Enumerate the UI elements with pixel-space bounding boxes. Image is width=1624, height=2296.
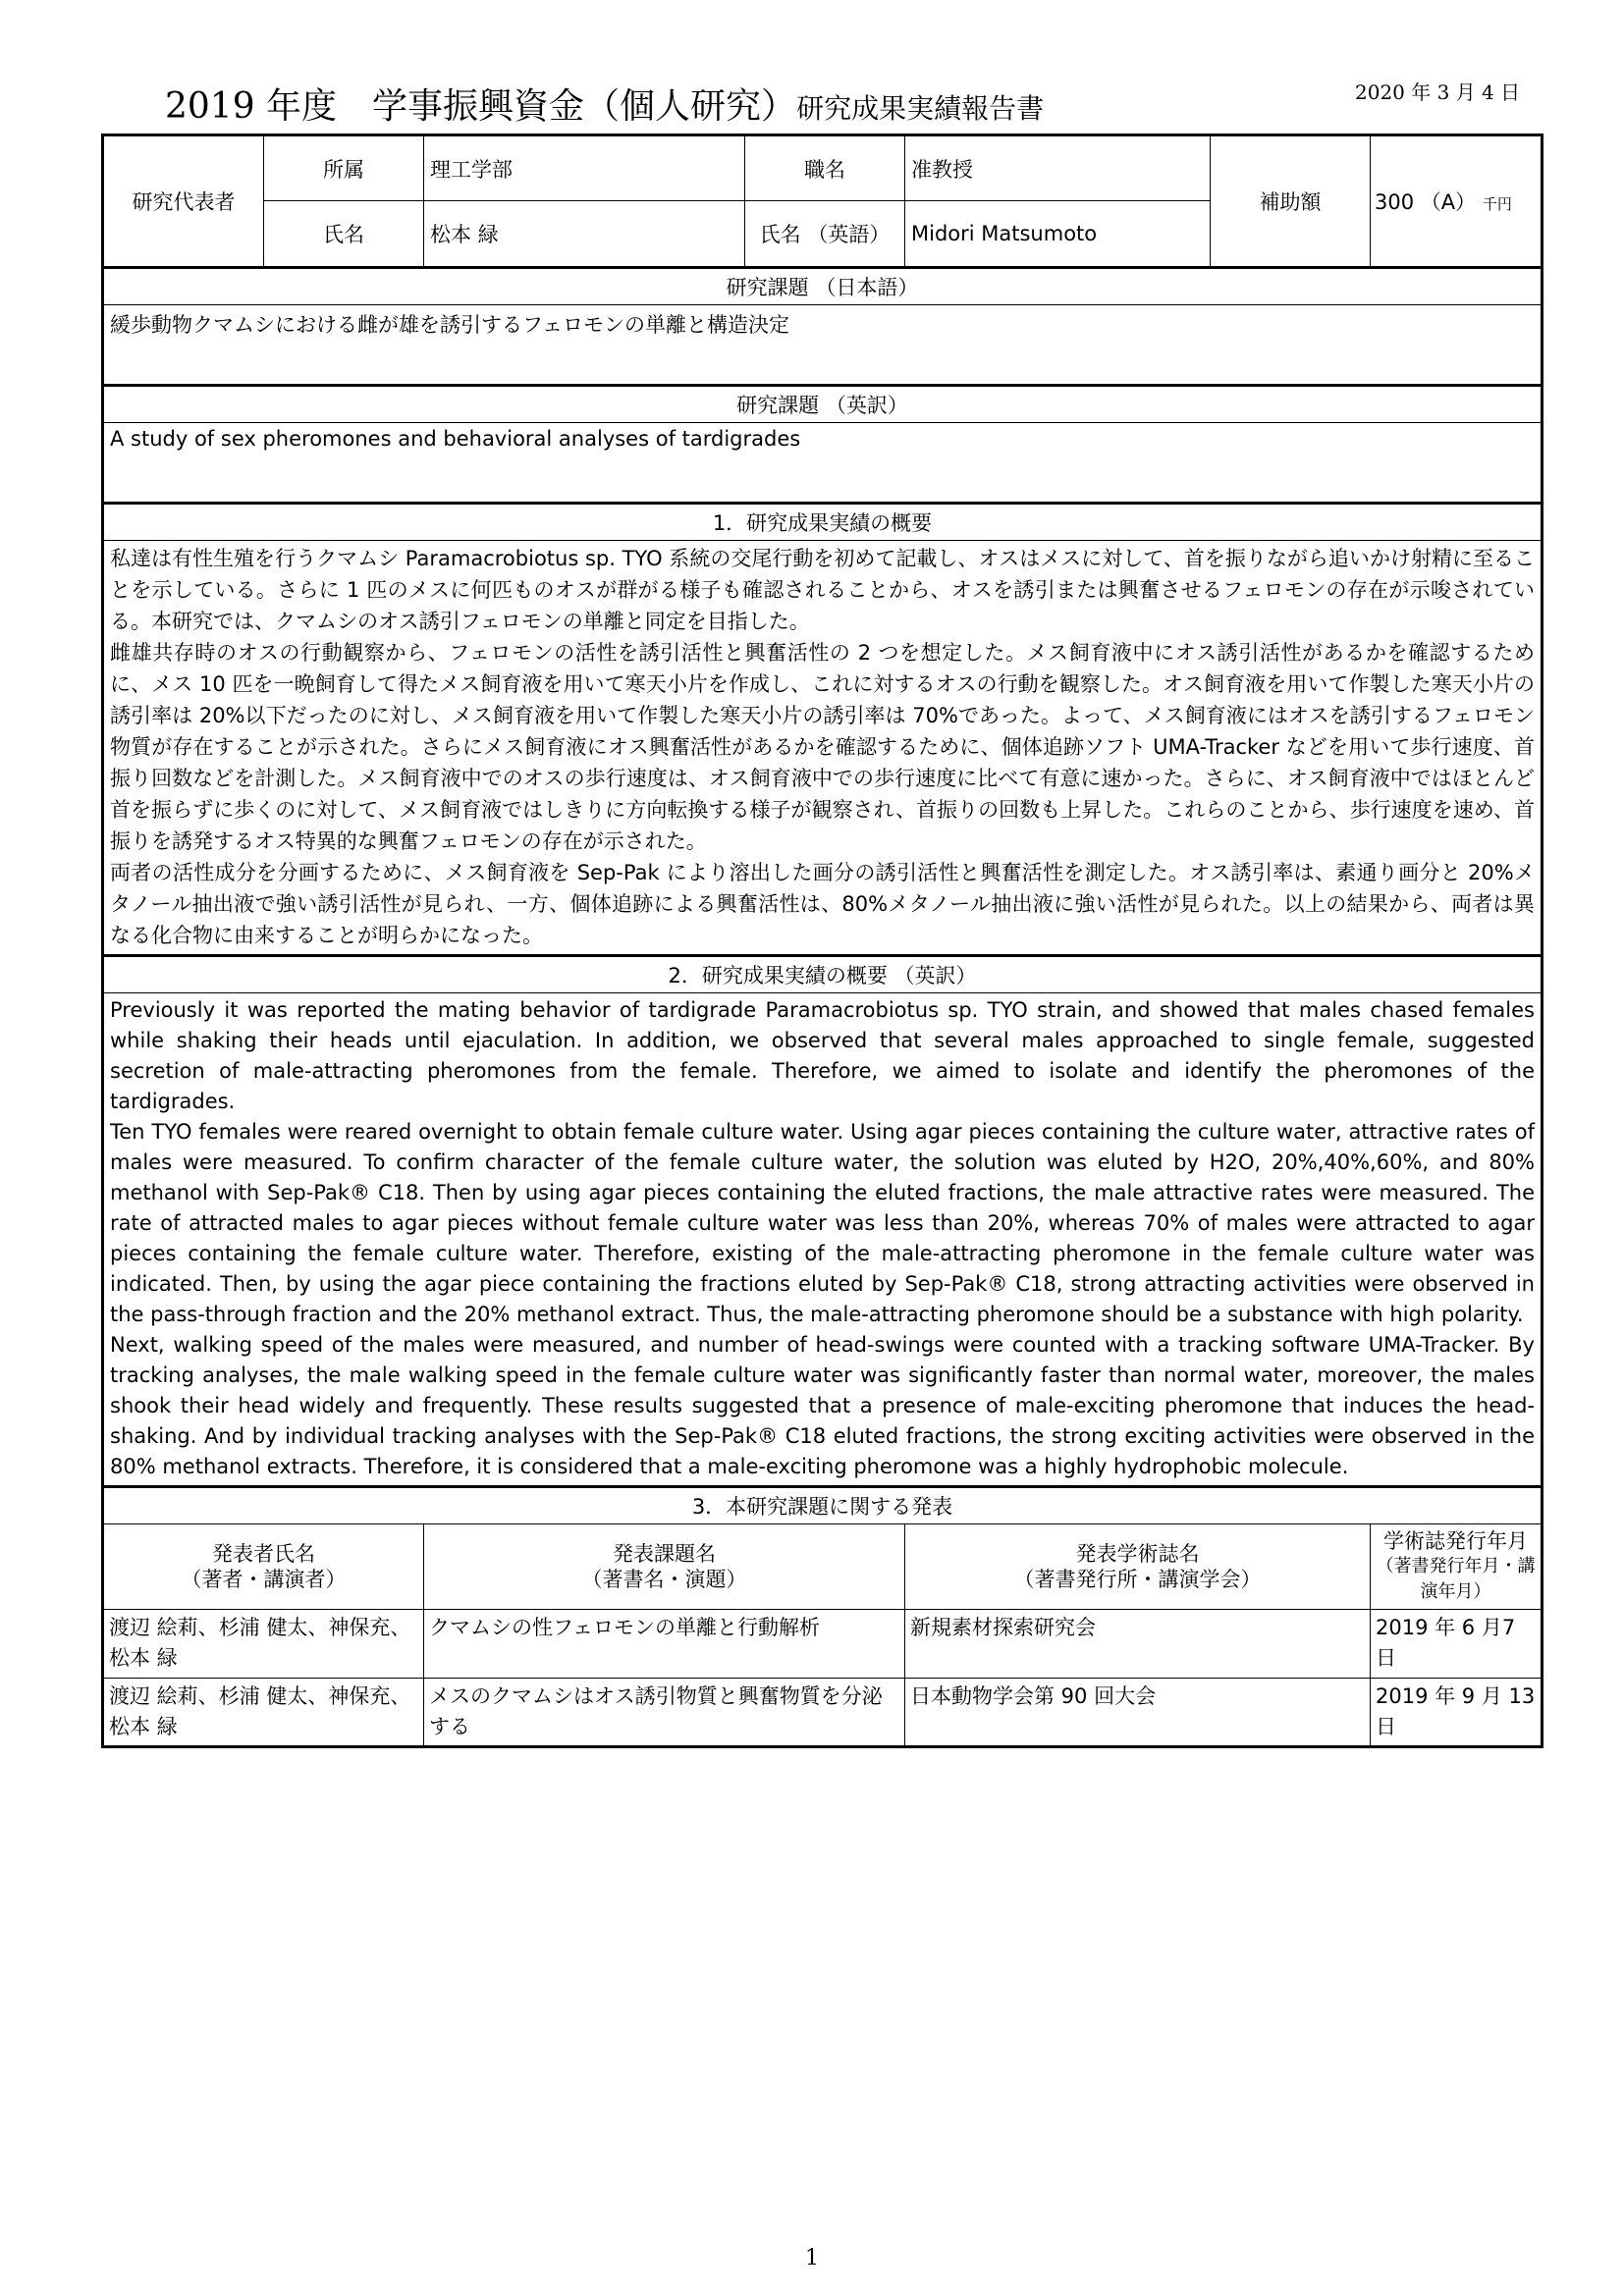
grant-unit: 千円 [1482,195,1512,213]
summary-en-heading: 2．研究成果実績の概要 （英訳） [103,956,1543,993]
publications-heading: 3．本研究課題に関する発表 [103,1487,1543,1524]
table-row [103,1679,1543,1747]
summary-en-paragraph: Ten TYO females were reared overnight to obtain female culture water. Using agar pieces containing the culture water, attractive rates of males were measured. To confirm character of the female culture water, the solution was eluted by H2O, 20%,40%,60%, and 80% methanol with Sep-Pak® C18. Then by using agar pieces containing the eluted fractions, the male attractive rates were measured. The rate of attracted males to agar pieces without female culture water was less than 20%, whereas 70% of males were attracted to agar pieces containing the female culture water. Therefore, existing of the male-attracting pheromone in the female culture water was indicated. Then, by using the agar piece containing the fractions eluted by Sep-Pak® C18, strong attracting activities were observed in the pass-through fraction and the 20% methanol extract. Thus, the male-attracting pheromone should be a substance with high polarity. [110,1120,1535,1326]
pub-title: クマムシの性フェロモンの単離と行動解析 [424,1610,905,1679]
title-sub: 研究成果実績報告書 [796,92,1045,125]
pub-col-authors [103,1524,424,1610]
summary-en-paragraph: Previously it was reported the mating behavior of tardigrade Paramacrobiotus sp. TYO strain, and showed that males chased females while shaking their heads until ejaculation. In addition, we observed that several males approached to single female, suggested secretion of male-attracting pheromones from the female. Therefore, we aimed to isolate and identify the pheromones of the tardigrades. [110,998,1535,1113]
pub-col-venue [905,1524,1371,1610]
summary-jp-paragraph: 両者の活性成分を分画するために、メス飼育液を Sep-Pak により溶出した画分の誘引活性と興奮活性を測定した。オス誘引率は、素通り画分と 20%メタノール抽出液で強い誘引活性が見られ、一方、個体追跡による興奮活性は、80%メタノール抽出液に強い活性が見られた。以上の結果から、両者は異なる化合物に由来することが明らかになった。 [110,861,1535,947]
summary-jp-body [103,541,1543,956]
page-title [165,79,1044,129]
position-label: 職名 [745,135,905,201]
topic-jp-text: 緩歩動物クマムシにおける雌が雄を誘引するフェロモンの単離と構造決定 [103,305,1543,386]
name-en-label: 氏名 （英語） [745,201,905,268]
name-value: 松本 緑 [424,201,745,268]
pub-col-title-line2: （著書名・演題） [581,1568,747,1591]
summary-en-body [103,993,1543,1487]
summary-en-paragraph: Next, walking speed of the males were measured, and number of head-swings were counted with a tracking software UMA-Tracker. By tracking analyses, the male walking speed in the female culture water was significantly faster than normal water, moreover, the males shook their head widely and frequently. These results suggested that a presence of male-exciting pheromone that induces the head-shaking. And by individual tracking analyses with the Sep-Pak® C18 eluted fractions, the strong exciting activities were observed in the 80% methanol extracts. Therefore, it is considered that a male-exciting pheromone was a highly hydrophobic molecule. [110,1333,1535,1478]
affiliation-value: 理工学部 [424,135,745,201]
pub-col-authors-line1: 発表者氏名 [212,1542,315,1566]
pub-col-venue-line2: （著書発行所・講演学会） [1013,1568,1262,1591]
pub-col-date-line2: （著書発行年月・講演年月） [1376,1556,1536,1602]
name-label: 氏名 [264,201,424,268]
pub-col-title [424,1524,905,1610]
name-en-value: Midori Matsumoto [905,201,1211,268]
report-form [101,133,1543,1748]
topic-en-heading: 研究課題 （英訳） [103,386,1543,423]
summary-jp-paragraph: 私達は有性生殖を行うクマムシ Paramacrobiotus sp. TYO 系統の交尾行動を初めて記載し、オスはメスに対して、首を振りながら追いかけ射精に至ることを示している。さらに 1 匹のメスに何匹ものオスが群がる様子も確認されることから、オスを誘引または興奮させるフェロモンの存在が示唆されている。本研究では、クマムシのオス誘引フェロモンの単離と同定を目指した。 [110,547,1535,633]
grant-value: 300 （A） [1375,190,1477,214]
pub-col-venue-line1: 発表学術誌名 [1075,1542,1200,1566]
grant-value-cell [1371,135,1543,268]
page-number: 1 [805,2246,819,2270]
grant-label: 補助額 [1211,135,1371,268]
pub-venue: 日本動物学会第 90 回大会 [905,1679,1371,1747]
rep-label: 研究代表者 [132,190,236,214]
table-row [103,1610,1543,1679]
affiliation-label: 所属 [264,135,424,201]
topic-jp-heading: 研究課題 （日本語） [103,268,1543,305]
rep-label-cell [103,135,264,268]
summary-jp-heading: 1．研究成果実績の概要 [103,504,1543,541]
pub-col-title-line1: 発表課題名 [613,1542,716,1566]
position-value: 准教授 [905,135,1211,201]
pub-col-authors-line2: （著者・講演者） [181,1568,347,1591]
pub-date: 2019 年 9 月 13 日 [1371,1679,1543,1747]
pub-col-date-line1: 学術誌発行年月 [1383,1529,1528,1553]
pub-col-date [1371,1524,1543,1610]
pub-title: メスのクマムシはオス誘引物質と興奮物質を分泌する [424,1679,905,1747]
topic-en-text: A study of sex pheromones and behavioral analyses of tardigrades [103,423,1543,504]
pub-venue: 新規素材探索研究会 [905,1610,1371,1679]
pub-authors: 渡辺 絵莉、杉浦 健太、神保充、松本 緑 [103,1610,424,1679]
title-main: 2019 年度 学事振興資金（個人研究） [165,86,797,127]
pub-authors: 渡辺 絵莉、杉浦 健太、神保充、松本 緑 [103,1679,424,1747]
report-date: 2020 年 3 月 4 日 [1355,80,1521,104]
pub-date: 2019 年 6 月7日 [1371,1610,1543,1679]
summary-jp-paragraph: 雌雄共存時のオスの行動観察から、フェロモンの活性を誘引活性と興奮活性の 2 つを想定した。メス飼育液中にオス誘引活性があるかを確認するために、メス 10 匹を一晩飼育して得たメス飼育液を用いて寒天小片を作成し、これに対するオスの行動を観察した。オス飼育液を用いて作製した寒天小片の誘引率は 20%以下だったのに対し、メス飼育液を用いて作製した寒天小片の誘引率は 70%であった。よって、メス飼育液にはオスを誘引するフェロモン物質が存在することが示された。さらにメス飼育液にオス興奮活性があるかを確認するために、個体追跡ソフト UMA-Tracker などを用いて歩行速度、首振り回数などを計測した。メス飼育液中でのオスの歩行速度は、オス飼育液中での歩行速度に比べて有意に速かった。さらに、オス飼育液中ではほとんど首を振らずに歩くのに対して、メス飼育液ではしきりに方向転換する様子が観察され、首振りの回数も上昇した。これらのことから、歩行速度を速め、首振りを誘発するオス特異的な興奮フェロモンの存在が示された。 [110,641,1535,853]
